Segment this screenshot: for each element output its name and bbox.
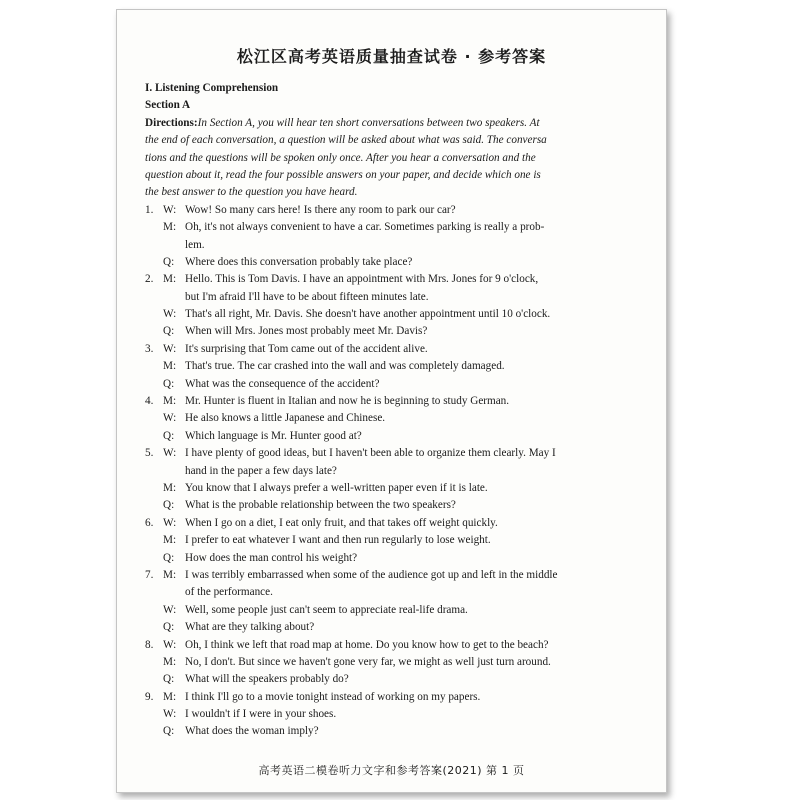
speaker-label: Q: (163, 499, 175, 512)
page-title: 松江区高考英语质量抽查试卷 · 参考答案 (236, 47, 547, 66)
speaker-label: Q: (163, 673, 175, 686)
dialogue-line (145, 480, 645, 497)
dialogue-line (145, 428, 645, 445)
line-text: What does the woman imply? (185, 725, 319, 738)
speaker-label: M: (163, 273, 177, 286)
line-text: That's true. The car crashed into the wall and was completely damaged. (185, 360, 505, 373)
item-number: 8. (145, 638, 154, 651)
dialogue-line (145, 376, 645, 393)
speaker-label: W: (163, 708, 177, 721)
directions-line: tions and the questions will be spoken only once. After you hear a conversation and the (145, 151, 536, 164)
dialogue-line (145, 706, 645, 723)
line-text: Hello. This is Tom Davis. I have an appointment with Mrs. Jones for 9 o'clock, (185, 273, 539, 286)
speaker-label: M: (163, 534, 177, 547)
line-text: How does the man control his weight? (185, 551, 358, 564)
speaker-label: M: (163, 568, 177, 581)
line-text: I was terribly embarrassed when some of the audience got up and left in the middle (185, 568, 558, 581)
dialogue-line (145, 532, 645, 549)
line-text: What is the probable relationship between the two speakers? (185, 499, 456, 512)
dialogue-line (145, 445, 645, 462)
line-text: It's surprising that Tom came out of the accident alive. (185, 342, 428, 355)
dialogue-line (145, 463, 645, 480)
speaker-label: Q: (163, 725, 175, 738)
line-text: Where does this conversation probably take place? (185, 255, 413, 268)
line-text: What was the consequence of the accident? (185, 377, 380, 390)
dialogue-line (145, 497, 645, 514)
line-text: Mr. Hunter is fluent in Italian and now he is beginning to study German. (185, 395, 510, 408)
dialogue-line (145, 619, 645, 636)
dialogue-line (145, 202, 645, 219)
speaker-label: W: (163, 516, 177, 529)
dialogue-line (145, 306, 645, 323)
dialogue-line (145, 237, 645, 254)
line-text: What are they talking about? (185, 621, 315, 634)
speaker-label: W: (163, 638, 177, 651)
answer-sheet-page (116, 9, 667, 793)
line-text: I think I'll go to a movie tonight instead of working on my papers. (185, 690, 481, 703)
dialogue-line (145, 567, 645, 584)
page-content (145, 80, 645, 741)
item-number: 7. (145, 568, 154, 581)
dialogue-line (145, 584, 645, 601)
directions-line: question about it, read the four possible answers on your paper, and decide which one is (145, 168, 541, 181)
speaker-label: M: (163, 690, 177, 703)
speaker-label: M: (163, 360, 177, 373)
line-text: I wouldn't if I were in your shoes. (185, 708, 337, 721)
dialogue-line (145, 410, 645, 427)
dialogue-line (145, 219, 645, 236)
dialogue-line (145, 323, 645, 340)
line-text: Wow! So many cars here! Is there any room to park our car? (185, 203, 456, 216)
dialogue-line (145, 393, 645, 410)
item-number: 4. (145, 395, 154, 408)
dialogue-line (145, 550, 645, 567)
line-text: He also knows a little Japanese and Chinese. (185, 412, 386, 425)
speaker-label: W: (163, 412, 177, 425)
item-number: 1. (145, 203, 154, 216)
line-text: hand in the paper a few days late? (185, 464, 337, 477)
line-text: I have plenty of good ideas, but I haven't been able to organize them clearly. May I (185, 447, 556, 460)
dialogue-line (145, 689, 645, 706)
speaker-label: W: (163, 447, 177, 460)
speaker-label: Q: (163, 621, 175, 634)
line-text: That's all right, Mr. Davis. She doesn't have another appointment until 10 o'clock. (185, 308, 551, 321)
line-text: You know that I always prefer a well-written paper even if it is late. (185, 481, 488, 494)
speaker-label: Q: (163, 429, 175, 442)
speaker-label: M: (163, 481, 177, 494)
dialogue-line (145, 358, 645, 375)
speaker-label: Q: (163, 551, 175, 564)
dialogue-line (145, 515, 645, 532)
speaker-label: Q: (163, 377, 175, 390)
speaker-label: W: (163, 203, 177, 216)
item-number: 3. (145, 342, 154, 355)
speaker-label: M: (163, 395, 177, 408)
line-text: Oh, I think we left that road map at home. Do you know how to get to the beach? (185, 638, 549, 651)
item-number: 5. (145, 447, 154, 460)
speaker-label: W: (163, 342, 177, 355)
dialogue-line (145, 254, 645, 271)
line-text: I prefer to eat whatever I want and then run regularly to lose weight. (185, 534, 491, 547)
dialogue-line (145, 723, 645, 740)
line-text: Which language is Mr. Hunter good at? (185, 429, 362, 442)
dialogue-line (145, 271, 645, 288)
speaker-label: Q: (163, 255, 175, 268)
dialogue-line (145, 671, 645, 688)
line-text: of the performance. (185, 586, 273, 599)
page-footer: 高考英语二模卷听力文字和参考答案(2021) 第 1 页 (258, 764, 525, 777)
item-number: 6. (145, 516, 154, 529)
item-number: 2. (145, 273, 154, 286)
line-text: When I go on a diet, I eat only fruit, and that takes off weight quickly. (185, 516, 498, 529)
dialogue-line (145, 289, 645, 306)
directions-line: the end of each conversation, a question will be asked about what was said. The conversa (145, 134, 547, 147)
line-text: Oh, it's not always convenient to have a car. Sometimes parking is really a prob- (185, 221, 545, 234)
line-text: When will Mrs. Jones most probably meet Mr. Davis? (185, 325, 428, 338)
directions-line: the best answer to the question you have heard. (145, 186, 358, 199)
directions-text: In Section A, you will hear ten short conversations between two speakers. At (197, 116, 540, 129)
directions-line (145, 115, 645, 132)
speaker-label: W: (163, 308, 177, 321)
speaker-label: Q: (163, 325, 175, 338)
line-text: but I'm afraid I'll have to be about fifteen minutes late. (185, 290, 429, 303)
directions-label: Directions: (145, 116, 198, 129)
item-number: 9. (145, 690, 154, 703)
line-text: Well, some people just can't seem to appreciate real-life drama. (185, 603, 468, 616)
speaker-label: M: (163, 655, 177, 668)
section-heading: I. Listening Comprehension (145, 82, 279, 94)
dialogue-line (145, 341, 645, 358)
line-text: No, I don't. But since we haven't gone very far, we might as well just turn around. (185, 655, 551, 668)
section-a-heading: Section A (145, 99, 191, 112)
dialogue-line (145, 654, 645, 671)
line-text: What will the speakers probably do? (185, 673, 349, 686)
speaker-label: M: (163, 221, 177, 234)
line-text: lem. (185, 238, 205, 251)
speaker-label: W: (163, 603, 177, 616)
dialogue-line (145, 637, 645, 654)
dialogue-line (145, 602, 645, 619)
